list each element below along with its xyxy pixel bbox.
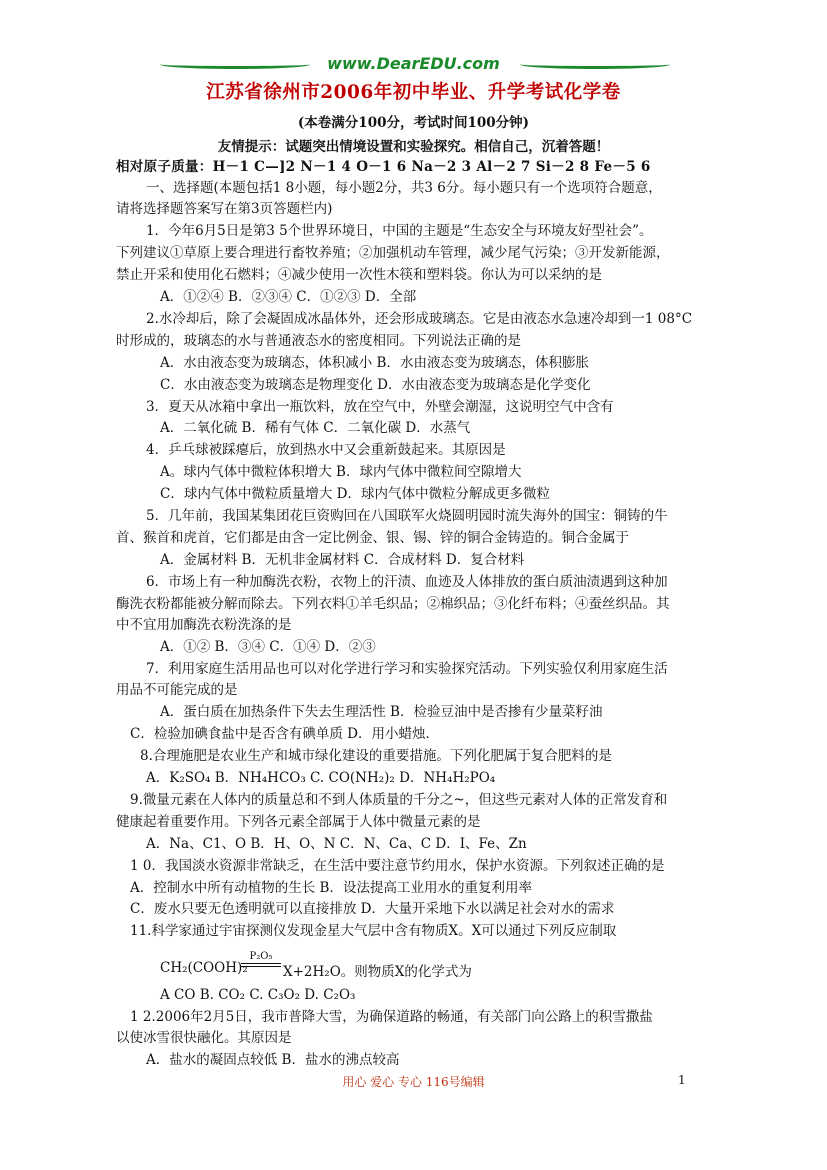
reaction-arrow [241,951,281,967]
options-7b: C．检验加碘食盐中是否含有碘单质 D．用小蜡烛． [130,726,439,742]
question-1: 1．今年6月5日是第3 5个世界环境日，中国的主题是“生态安全与环境友好型社会”。 [146,223,653,239]
atomic-mass-line: 相对原子质量：H－1 C—]2 N－1 4 O－1 6 Na－2 3 Al－2 7 Si－2 8 Fe－5 6 [116,159,651,175]
options-9: A．Na、C1、O B．H、O、N C．N、Ca、C D．I、Fe、Zn [146,836,527,852]
equation-product: X+2H₂O。则物质X的化学式为 [283,964,472,980]
text-line: 禁止开采和使用化石燃料；④减少使用一次性木筷和塑料袋。你认为可以采纳的是 [116,267,602,283]
options-12: A．盐水的凝固点较低 B．盐水的沸点较高 [146,1052,400,1068]
text-line: 时形成的，玻璃态的水与普通液态水的密度相同。下列说法正确的是 [116,333,521,349]
options-10b: C．废水只要无色透明就可以直接排放 D．大量开采地下水以满足社会对水的需求 [130,901,615,917]
section-heading: 一、选择题(本题包括1 8小题，每小题2分，共3 6分。每小题只有一个选项符合题意， [146,180,662,196]
options-2b: C．水由液态变为玻璃态是物理变化 D．水由液态变为玻璃态是化学变化 [160,377,591,393]
options-1: A．①②④ B．②③④ C．①②③ D．全部 [160,289,417,305]
score-note: (本卷满分100分，考试时间100分钟) [297,115,530,131]
text-line: 下列建议①草原上要合理进行畜牧养殖；②加强机动车管理，减少尾气污染；③开发新能源， [116,245,670,261]
text-line: 请将选择题答案写在第3页答题栏内) [116,201,333,217]
text-line: 中不宜用加酶洗衣粉洗涤的是 [116,617,292,633]
question-6: 6．市场上有一种加酶洗衣粉，衣物上的汗渍、血迹及人体排放的蛋白质油渍遇到这种加 [146,574,668,590]
question-5: 5．几年前，我国某集团花巨资购回在八国联军火烧圆明园时流失海外的国宝：铜铸的牛 [146,508,668,524]
page-number: 1 [678,1073,686,1087]
text-line: 首、猴首和虎首，它们都是由含一定比例金、银、锡、锌的铜合金铸造的。铜合金属于 [116,530,629,546]
site-logo[interactable]: www.DearEDU.com [327,54,500,73]
options-7a: A．蛋白质在加热条件下失去生理活性 B．检验豆油中是否掺有少量菜籽油 [160,704,603,720]
options-6: A．①② B．③④ C．①④ D．②③ [160,639,376,655]
text-line: 酶洗衣粉都能被分解而除去。下列衣料①羊毛织品；②棉织品；③化纤布料；④蚕丝织品。其 [116,596,670,612]
options-4a: A。球内气体中微粒体积增大 B．球内气体中微粒间空隙增大 [160,464,522,480]
question-8: 8.合理施肥是农业生产和城市绿化建设的重要措施。下列化肥属于复合肥料的是 [140,748,612,764]
text-line: 以使冰雪很快融化。其原因是 [116,1030,292,1046]
equation-reactant: CH₂(COOH)₂ [160,960,248,976]
friendly-tip: 友情提示：试题突出情境设置和实验探究。相信自己，沉着答题！ [217,139,610,155]
equation-catalyst: P₂O₅ [249,951,273,962]
options-11: A CO B. CO₂ C. C₃O₂ D. C₂O₃ [160,987,356,1003]
question-12: 1 2.2006年2月5日，我市普降大雪，为确保道路的畅通，有关部门向公路上的积雪撒盐 [130,1009,653,1025]
options-10a: A．控制水中所有动植物的生长 B．设法提高工业用水的重复利用率 [130,880,532,896]
options-2a: A．水由液态变为玻璃态，体积减小 B．水由液态变为玻璃态，体积膨胀 [160,355,589,371]
options-8: A．K₂SO₄ B．NH₄HCO₃ C. CO(NH₂)₂ D．NH₄H₂PO₄ [146,770,496,786]
options-4b: C．球内气体中微粒质量增大 D．球内气体中微粒分解成更多微粒 [160,486,550,502]
question-9: 9.微量元素在人体内的质量总和不到人体质量的千分之~，但这些元素对人体的正常发育和 [130,792,668,808]
text-line: 用品不可能完成的是 [116,682,238,698]
page-title: 江苏省徐州市2006年初中毕业、升学考试化学卷 [206,82,621,103]
footer-note: 用心 爱心 专心 116号编辑 [342,1075,485,1089]
question-11: 11.科学家通过宇宙探测仪发现金星大气层中含有物质X。X可以通过下列反应制取 [130,923,617,939]
question-10: 1 0．我国淡水资源非常缺乏，在生活中要注意节约用水，保护水资源。下列叙述正确的是 [130,858,665,874]
question-2: 2.水冷却后，除了会凝固成冰晶体外，还会形成玻璃态。它是由液态水急速冷却到一1 08°C [146,311,693,327]
question-7: 7．利用家庭生活用品也可以对化学进行学习和实验探究活动。下列实验仅利用家庭生活 [146,661,668,677]
options-5: A．金属材料 B．无机非金属材料 C．合成材料 D．复合材料 [160,552,525,568]
question-3: 3．夏天从冰箱中拿出一瓶饮料，放在空气中，外壁会潮湿，这说明空气中含有 [146,399,614,415]
question-4: 4．乒乓球被踩瘪后，放到热水中又会重新鼓起来。其原因是 [146,442,506,458]
text-line: 健康起着重要作用。下列各元素全部属于人体中微量元素的是 [116,814,481,830]
options-3: A．二氧化硫 B．稀有气体 C．二氧化碳 D．水蒸气 [160,420,471,436]
